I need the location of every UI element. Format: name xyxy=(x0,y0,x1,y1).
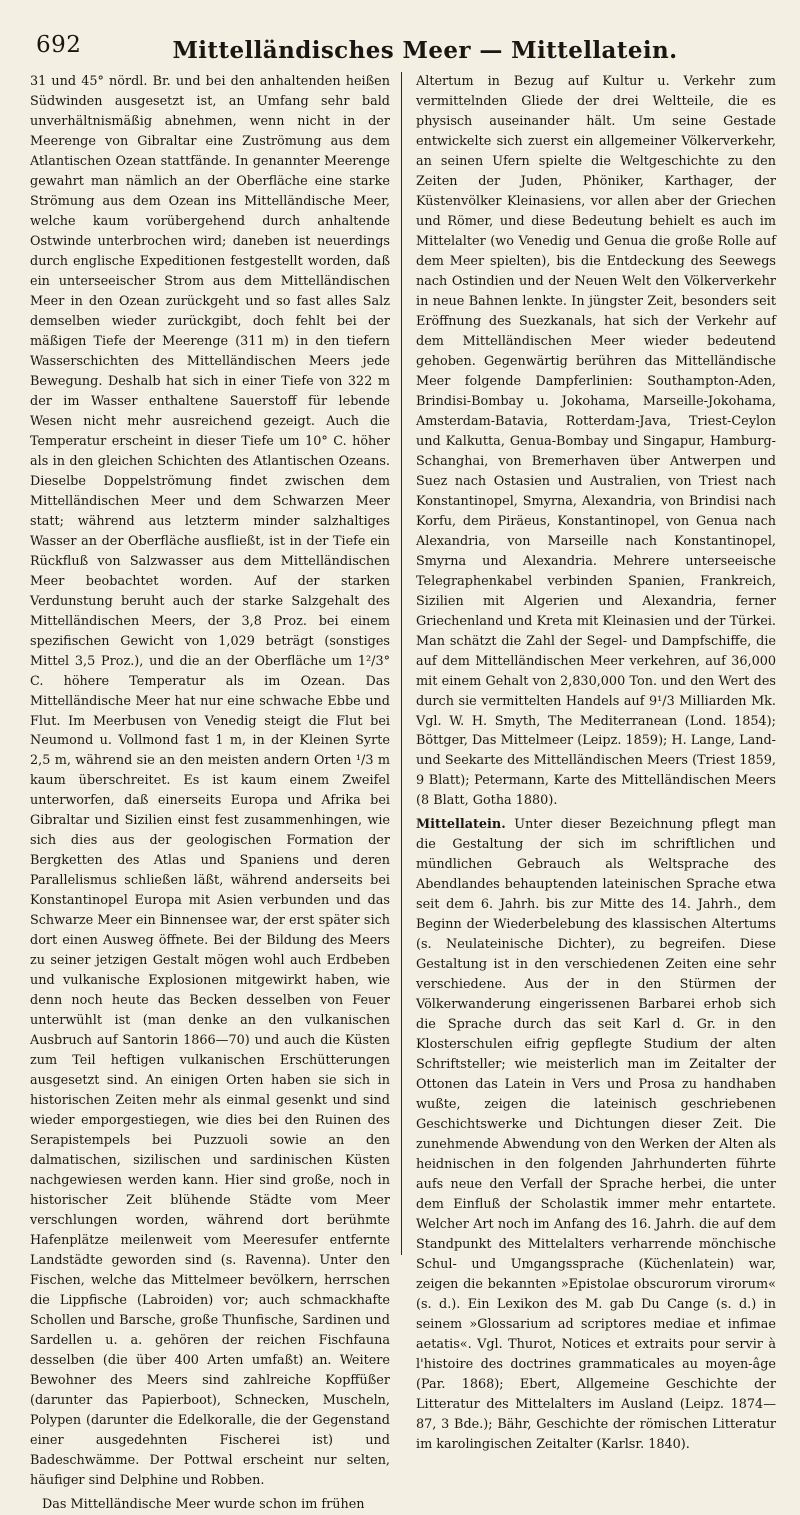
left-column xyxy=(30,72,390,1512)
paragraph: Das Mittelländische Meer wurde schon im frühen xyxy=(42,1496,365,1512)
paragraph: Altertum in Bezug auf Kultur u. Verkehr zum vermittelnden Gliede der drei Weltteile, die es physisch auseinander hält. Um seine Gestade entwickelte sich zuerst ein allgemeiner Völkerverkehr, an seinen Ufern spielte die Weltgeschichte zu den Zeiten der Juden, Phöniker, Karthager, der Küstenvölker Kleinasiens, vor allen aber der Griechen und Römer, und diese Bedeutung behielt es auch im Mittelalter (wo Venedig und Genua die große Rolle auf dem Meer spielten), bis die Entdeckung des Seewegs nach Ostindien und der Neuen Welt den Völkerverkehr in neue Bahnen lenkte. In jüngster Zeit, besonders seit Eröffnung des Suezkanals, hat sich der Verkehr auf dem Mittelländischen Meer wieder bedeutend gehoben. Gegenwärtig berühren das Mittelländische Meer folgende Dampferlinien: Southampton-Aden, Brindisi-Bombay u. Jokohama, Marseille-Jokohama, Amsterdam-Batavia, Rotterdam-Java, Triest-Ceylon und Kalkutta, Genua-Bombay und Singapur, Hamburg-Schanghai, von Bremerhaven über Antwerpen und Suez nach Ostasien und Australien, von Triest nach Konstantinopel, Smyrna, Alexandria, von Brindisi nach Korfu, dem Piräeus, Konstantinopel, von Genua nach Alexandria, von Marseille nach Konstantinopel, Smyrna und Alexandria. Mehrere unterseeische Telegraphenkabel verbinden Spanien, Frankreich, Sizilien mit Algerien und Alexandria, ferner Griechenland und Kreta mit Kleinasien und der Türkei. Man schätzt die Zahl der Segel- und Dampfschiffe, die auf dem Mittelländischen Meer verkehren, auf 36,000 mit einem Gehalt von 2,830,000 Ton. und den Wert des durch sie vermittelten Handels auf 9¹/3 Milliarden Mk. Vgl. W. H. Smyth, The Mediterranean (Lond. 1854); Böttger, Das Mittelmeer (Leipz. 1859); H. Lange, Land- und Seekarte des Mittelländischen Meers (Triest 1859, 9 Blatt); Petermann, Karte des Mittelländischen Meers (8 Blatt, Gotha 1880). xyxy=(416,74,776,809)
column-divider xyxy=(401,72,402,1255)
running-head: Mittelländisches Meer — Mittellatein. xyxy=(172,37,678,64)
page-number: 692 xyxy=(36,32,82,58)
entry-mittellatein xyxy=(416,815,776,1455)
paragraph: 31 und 45° nördl. Br. und bei den anhaltenden heißen Südwinden ausgesetzt ist, an Umfang sehr bald unverhältnismäßig abnehmen, wenn nicht in der Meerenge von Gibraltar eine Zuströmung aus dem Atlantischen Ozean stattfände. In genannter Meerenge gewahrt man nämlich an der Oberfläche eine starke Strömung aus dem Ozean ins Mittelländische Meer, welche kaum vorübergehend durch anhaltende Ostwinde unterbrochen wird; daneben ist neuerdings durch englische Expeditionen festgestellt worden, daß ein unterseeischer Strom aus dem Mittelländischen Meer in den Ozean zurückgeht und so fast alles Salz demselben wieder zurückgibt, doch fehlt bei der mäßigen Tiefe der Meerenge (311 m) in den tiefern Wasserschichten des Mittelländischen Meers jede Bewegung. Deshalb hat sich in einer Tiefe von 322 m der im Wasser enthaltene Sauerstoff für lebende Wesen nicht mehr ausreichend gezeigt. Auch die Temperatur erscheint in dieser Tiefe um 10° C. höher als in den gleichen Schichten des Atlantischen Ozeans. Dieselbe Doppelströmung findet zwischen dem Mittelländischen Meer und dem Schwarzen Meer statt; während aus letzterm minder salzhaltiges Wasser an der Oberfläche ausfließt, ist in der Tiefe ein Rückfluß von Salzwasser aus dem Mittelländischen Meer beobachtet worden. Auf der starken Verdunstung beruht auch der starke Salzgehalt des Mittelländischen Meers, der 3,8 Proz. bei einem spezifischen Gewicht von 1,029 beträgt (sonstiges Mittel 3,5 Proz.), und die an der Oberfläche um 1²/3° C. höhere Temperatur als im Ozean. Das Mittelländische Meer hat nur eine schwache Ebbe und Flut. Im Meerbusen von Venedig steigt die Flut bei Neumond u. Vollmond fast 1 m, in der Kleinen Syrte 2,5 m, während sie an den meisten andern Orten ¹/3 m kaum überschreitet. Es ist kaum einem Zweifel unterworfen, daß einerseits Europa und Afrika bei Gibraltar und Sizilien einst fest zusammenhingen, wie sich dies aus der geologischen Formation der Bergketten des Atlas und Spaniens und deren Parallelismus schließen läßt, während anderseits bei Konstantinopel Europa mit Asien verbunden und das Schwarze Meer ein Binnensee war, der erst später sich dort einen Ausweg öffnete. Bei der Bildung des Meers zu seiner jetzigen Gestalt mögen wohl auch Erdbeben und vulkanische Explosionen mitgewirkt haben, wie denn noch heute das Becken desselben von Feuer unterwühlt ist (man denke an den vulkanischen Ausbruch auf Santorin 1866—70) und auch die Küsten zum Teil heftigen vulkanischen Erschütterungen ausgesetzt sind. An einigen Orten haben sie sich in historischen Zeiten mehr als einmal gesenkt und sind wieder emporgestiegen, wie dies bei den Ruinen des Serapistempels bei Puzzuoli sowie an den dalmatischen, sizilischen und sardinischen Küsten nachgewiesen werden kann. Hier sind große, noch in historischer Zeit blühende Städte vom Meer verschlungen worden, während dort berühmte Hafenplätze meilenweit vom Meeresufer entfernte Landstädte geworden sind (s. Ravenna). Unter den Fischen, welche das Mittelmeer bevölkern, herrschen die Lippfische (Labroiden) vor; auch schmackhafte Schollen und Barsche, große Thunfische, Sardinen und Sardellen u. a. gehören der reichen Fischfauna desselben (die über 400 Arten umfaßt) an. Weitere Bewohner des Meers sind zahlreiche Kopffüßer (darunter das Papierboot), Schnecken, Muscheln, Polypen (darunter die Edelkoralle, die der Gegenstand einer ausgedehnten Fischerei ist) und Badeschwämme. Der Pottwal erscheint nur selten, häufiger sind Delphine und Robben. xyxy=(30,74,390,1488)
right-column xyxy=(416,72,776,1452)
page-header xyxy=(28,22,772,64)
entry-text: Unter dieser Bezeichnung pflegt man die Gestaltung der sich im schriftlichen und mündlichen Gebrauch als Weltsprache des Abendlandes behauptenden lateinischen Sprache etwa seit dem 6. Jahrh. bis zur Mitte des 14. Jahrh., dem Beginn der Wiederbelebung des klassischen Altertums (s. Neulateinische Dichter), zu begreifen. Diese Gestaltung ist in den verschiedenen Zeiten eine sehr verschiedene. Aus der in den Stürmen der Völkerwanderung eingerissenen Barbarei erhob sich die Sprache durch das seit Karl d. Gr. in den Klosterschulen eifrig gepflegte Studium der alten Schriftsteller; wie meisterlich man im Zeitalter der Ottonen das Latein in Vers und Prosa zu handhaben wußte, zeigen die lateinisch geschriebenen Geschichtswerke und Dichtungen dieser Zeit. Die zunehmende Abwendung von den Werken der Alten als heidnischen in den folgenden Jahrhunderten führte aufs neue den Verfall der Sprache herbei, die unter dem Einfluß der Scholastik immer mehr entartete. Welcher Art noch im Anfang des 16. Jahrh. die auf dem Standpunkt des Mittelalters verharrende mönchische Schul- und Umgangssprache (Küchenlatein) war, zeigen die bekannten »Epistolae obscurorum virorum« (s. d.). Ein Lexikon des M. gab Du Cange (s. d.) in seinem »Glossarium ad scriptores mediae et infimae aetatis«. Vgl. Thurot, Notices et extraits pour servir à l'histoire des doctrines grammaticales au moyen-âge (Par. 1868); Ebert, Allgemeine Geschichte der Litteratur des Mittelalters im Ausland (Leipz. 1874—87, 3 Bde.); Bähr, Geschichte der römischen Litteratur im karolingischen Zeitalter (Karlsr. 1840). xyxy=(416,817,776,1452)
entry-title: Mittellatein. xyxy=(416,817,506,833)
